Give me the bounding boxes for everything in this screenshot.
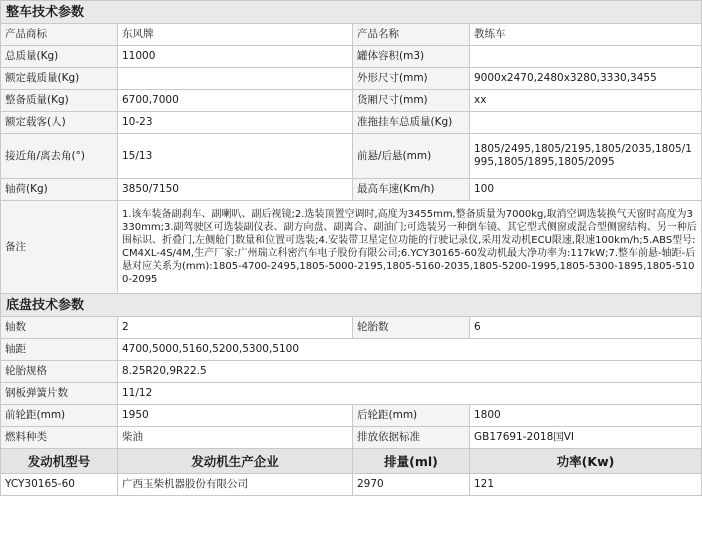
param-label: 总质量(Kg) xyxy=(1,46,118,68)
table-row xyxy=(1,112,702,134)
tire-count-value: 6 xyxy=(470,317,702,339)
tire-spec-label: 轮胎规格 xyxy=(1,361,118,383)
param-value: 100 xyxy=(470,179,702,201)
engine-header-row xyxy=(1,449,702,474)
rear-track-value: 1800 xyxy=(470,405,702,427)
engine-maker-header: 发动机生产企业 xyxy=(118,449,353,474)
engine-model-value: YCY30165-60 xyxy=(1,474,118,496)
param-value: 9000x2470,2480x3280,3330,3455 xyxy=(470,68,702,90)
param-value: 6700,7000 xyxy=(118,90,353,112)
table-row xyxy=(1,383,702,405)
axle-count-value: 2 xyxy=(118,317,353,339)
front-track-label: 前轮距(mm) xyxy=(1,405,118,427)
param-value: xx xyxy=(470,90,702,112)
engine-row xyxy=(1,474,702,496)
param-value xyxy=(118,68,353,90)
vehicle-section-header xyxy=(1,1,702,24)
param-value xyxy=(470,112,702,134)
table-row xyxy=(1,134,702,179)
rear-track-label: 后轮距(mm) xyxy=(353,405,470,427)
table-row xyxy=(1,339,702,361)
engine-maker-value: 广西玉柴机器股份有限公司 xyxy=(118,474,353,496)
param-label: 额定载客(人) xyxy=(1,112,118,134)
table-row xyxy=(1,90,702,112)
param-label: 产品名称 xyxy=(353,24,470,46)
emission-value: GB17691-2018国VI xyxy=(470,427,702,449)
table-row xyxy=(1,361,702,383)
leaf-spring-value: 11/12 xyxy=(118,383,702,405)
param-label: 额定载质量(Kg) xyxy=(1,68,118,90)
param-label: 准拖挂车总质量(Kg) xyxy=(353,112,470,134)
tire-spec-value: 8.25R20,9R22.5 xyxy=(118,361,702,383)
param-value xyxy=(470,46,702,68)
table-row xyxy=(1,179,702,201)
param-label: 产品商标 xyxy=(1,24,118,46)
displacement-value: 2970 xyxy=(353,474,470,496)
param-value: 东风牌 xyxy=(118,24,353,46)
leaf-spring-label: 钢板弹簧片数 xyxy=(1,383,118,405)
chassis-section-title: 底盘技术参数 xyxy=(1,294,702,317)
param-label: 最高车速(Km/h) xyxy=(353,179,470,201)
param-value: 15/13 xyxy=(118,134,353,179)
table-row xyxy=(1,68,702,90)
param-value: 教练车 xyxy=(470,24,702,46)
emission-label: 排放依据标准 xyxy=(353,427,470,449)
param-label: 外形尺寸(mm) xyxy=(353,68,470,90)
table-row xyxy=(1,427,702,449)
front-track-value: 1950 xyxy=(118,405,353,427)
power-header: 功率(Kw) xyxy=(470,449,702,474)
axle-count-label: 轴数 xyxy=(1,317,118,339)
table-row xyxy=(1,405,702,427)
param-label: 整备质量(Kg) xyxy=(1,90,118,112)
param-label: 罐体容积(m3) xyxy=(353,46,470,68)
param-label: 轴荷(Kg) xyxy=(1,179,118,201)
chassis-section-header xyxy=(1,294,702,317)
table-row xyxy=(1,317,702,339)
vehicle-section-title: 整车技术参数 xyxy=(1,1,702,24)
wheelbase-label: 轴距 xyxy=(1,339,118,361)
param-value: 10-23 xyxy=(118,112,353,134)
param-value: 1805/2495,1805/2195,1805/2035,1805/1995,1805/1895,1805/2095 xyxy=(470,134,702,179)
param-value: 3850/7150 xyxy=(118,179,353,201)
notes-row xyxy=(1,201,702,294)
param-value: 11000 xyxy=(118,46,353,68)
tire-count-label: 轮胎数 xyxy=(353,317,470,339)
displacement-header: 排量(ml) xyxy=(353,449,470,474)
param-label: 货厢尺寸(mm) xyxy=(353,90,470,112)
notes-label: 备注 xyxy=(1,201,118,294)
param-label: 接近角/离去角(°) xyxy=(1,134,118,179)
fuel-label: 燃料种类 xyxy=(1,427,118,449)
power-value: 121 xyxy=(470,474,702,496)
engine-model-header: 发动机型号 xyxy=(1,449,118,474)
notes-text: 1.该车装备副刹车、副喇叭、副后视镜;2.选装顶置空调时,高度为3455mm,整备质量为7000kg,取消空调选装换气天窗时高度为3330mm;3.副驾驶区可选装副仪表、副方向盘、副离合、副油门;可选装另一种倒车镜、其它型式侧窗或混合型侧窗结构、另一种后围标识、折叠门,左侧舱门数量和位置可选装;4.安装带卫星定位功能的行驶记录仪,采用发动机ECU限速,限速100km/h;5.ABS型号:CM4XL-4S/4M,生产厂家:广州瑞立科密汽车电子股份有限公司;6.YCY30165-60发动机最大净功率为:117kW;7.整车前悬-轴距-后悬对应关系为(mm):1805-4700-2495,1805-5000-2195,1805-5160-2035,1805-5200-1995,1805-5300-1895,1805-5100-2095 xyxy=(118,201,702,294)
fuel-value: 柴油 xyxy=(118,427,353,449)
param-label: 前悬/后悬(mm) xyxy=(353,134,470,179)
wheelbase-value: 4700,5000,5160,5200,5300,5100 xyxy=(118,339,702,361)
table-row xyxy=(1,46,702,68)
table-row xyxy=(1,24,702,46)
